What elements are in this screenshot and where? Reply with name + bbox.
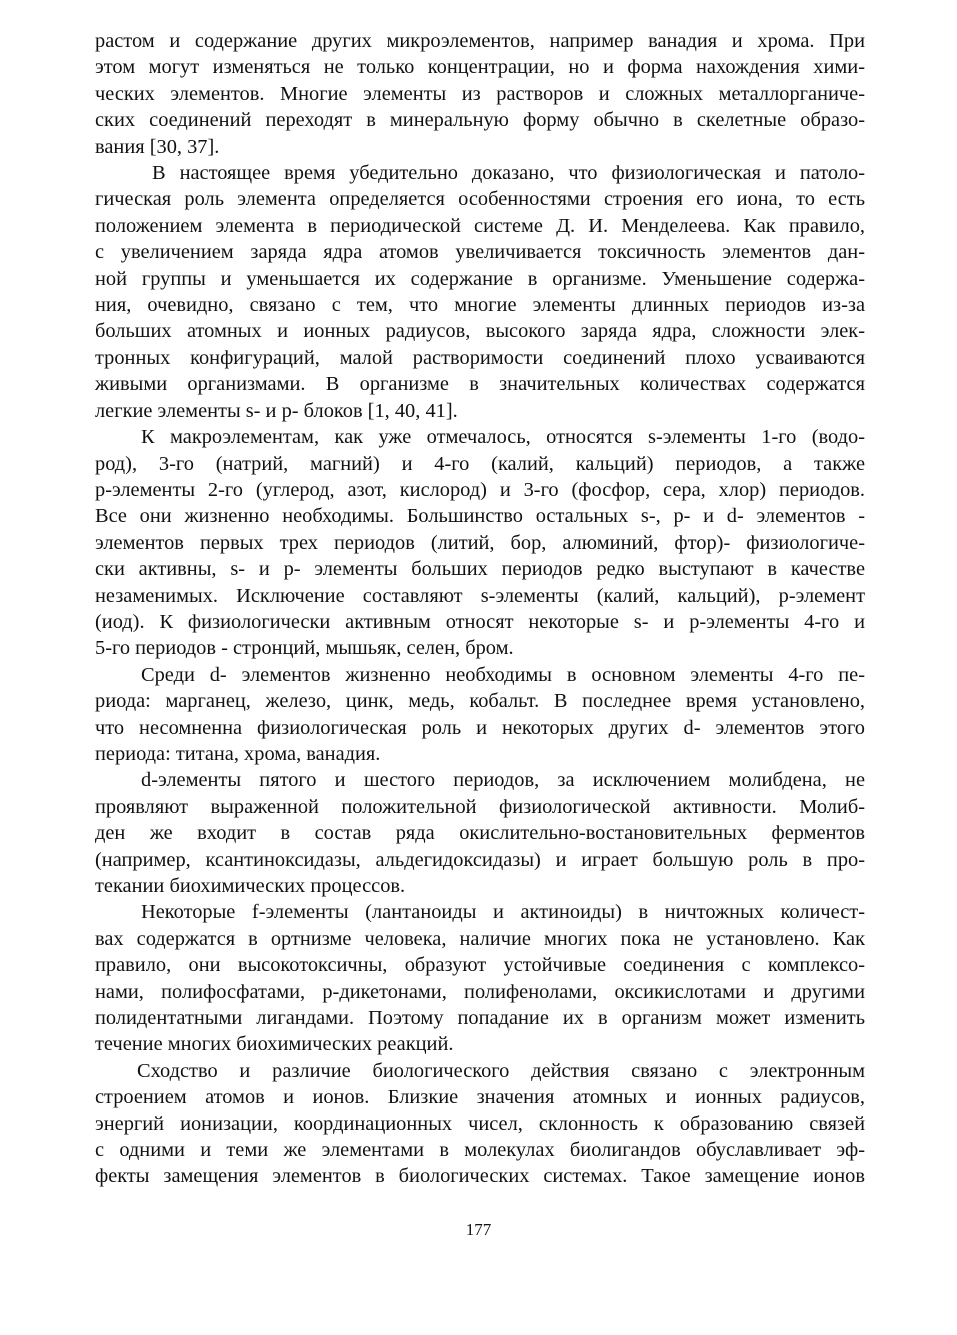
text-line: риода: марганец, железо, цинк, медь, кобальт. В последнее время установлено, [95,690,865,713]
text-line: ски активны, s- и p- элементы больших периодов редко выступают в качестве [95,558,865,581]
text-line: элементов первых трех периодов (литий, бор, алюминий, фтор)- физиологиче- [95,531,865,554]
text-line: ния, очевидно, связано с тем, что многие элементы длинных периодов из-за [95,294,865,317]
text-line: незаменимых. Исключение составляют s-элементы (калий, кальций), р-элемент [95,584,865,607]
paragraph-5 [95,899,865,1057]
text-line: ден же входит в состав ряда окислительно-востановительных ферментов [95,822,865,845]
text-line: проявляют выраженной положительной физиологической активности. Молиб- [95,795,865,818]
text-line: вания [30, 37]. [95,135,220,158]
text-line: строением атомов и ионов. Близкие значения атомных и ионных радиусов, [95,1086,865,1109]
text-line: (например, ксантиноксидазы, альдегидоксидазы) и играет большую роль в про- [95,848,865,871]
text-line: с увеличением заряда ядра атомов увеличивается токсичность элементов дан- [95,241,865,264]
paragraph-3 [95,662,865,768]
text-line: ских соединений переходят в минеральную форму обычно в скелетные образо- [95,109,865,132]
text-line: энергий ионизации, координационных чисел, склонность к образованию связей [95,1112,865,1135]
text-line: больших атомных и ионных радиусов, высокого заряда ядра, сложности элек- [95,320,865,343]
text-line: полидентатными лигандами. Поэтому попадание их в организм может изменить [95,1007,865,1030]
text-line: легкие элементы s- и p- блоков [1, 40, 41]. [95,399,458,422]
paragraph-2 [95,424,865,662]
text-line: текании биохимических процессов. [95,875,406,897]
text-line: что несомненна физиологическая роль и некоторых других d- элементов этого [95,716,865,739]
text-line: Все они жизненно необходимы. Большинство остальных s-, p- и d- элементов - [95,505,865,528]
paragraph-0 [95,28,865,160]
text-line: с одними и теми же элементами в молекулах биолигандов обуславливает эф- [95,1139,865,1162]
text-line: фекты замещения элементов в биологических системах. Такое замещение ионов [95,1165,865,1188]
text-line: 5-го периодов - стронций, мышьяк, селен, бром. [95,637,514,660]
text-line: вах содержатся в ортнизме человека, наличие многих пока не установлено. Как [95,927,865,950]
text-line: этом могут изменяться не только концентрации, но и форма нахождения хими- [95,56,865,79]
text-line: Среди d- элементов жизненно необходимы в основном элементы 4-го пе- [141,663,865,686]
paragraph-1 [95,160,865,424]
text-line: Сходство и различие биологического действия связано с электронным [137,1059,865,1082]
text-line: периода: титана, хрома, ванадия. [95,742,381,765]
text-line: положением элемента в периодической системе Д. И. Менделеева. Как правило, [95,214,865,237]
text-line: правило, они высокотоксичны, образуют устойчивые соединения с комплексо- [95,954,865,977]
text-line: растом и содержание других микроэлементов, например ванадия и хрома. При [95,30,865,52]
page-body [95,28,865,1190]
text-line: род), 3-го (натрий, магний) и 4-го (калий, кальций) периодов, а также [95,452,865,475]
text-line: d-элементы пятого и шестого периодов, за исключением молибдена, не [141,769,865,792]
text-line: гическая роль элемента определяется особенностями строения его иона, то есть [95,188,865,211]
text-line: живыми организмами. В организме в значительных количествах содержатся [95,373,865,396]
text-line: К макроэлементам, как уже отмечалось, относятся s-элементы 1-го (водо- [141,426,865,449]
text-line: Некоторые f-элементы (лантаноиды и актиноиды) в ничтожных количест- [141,901,865,924]
paragraph-6 [95,1058,865,1190]
text-line: р-элементы 2-го (углерод, азот, кислород) и 3-го (фосфор, сера, хлор) периодов. [95,478,865,501]
text-line: нами, полифосфатами, р-дикетонами, полифенолами, оксикислотами и другими [95,980,865,1003]
page-number: 177 [465,1220,492,1239]
text-line: (иод). К физиологически активным относят некоторые s- и p-элементы 4-го и [95,610,865,633]
text-line: ной группы и уменьшается их содержание в организме. Уменьшение содержа- [95,267,865,290]
text-line: течение многих биохимических реакций. [95,1033,454,1056]
text-line: тронных конфигураций, малой растворимости соединений плохо усваиваются [95,346,865,369]
text-line: ческих элементов. Многие элементы из растворов и сложных металлорганиче- [95,82,865,105]
text-line: В настоящее время убедительно доказано, что физиологическая и патоло- [152,162,865,185]
paragraph-4 [95,767,865,899]
